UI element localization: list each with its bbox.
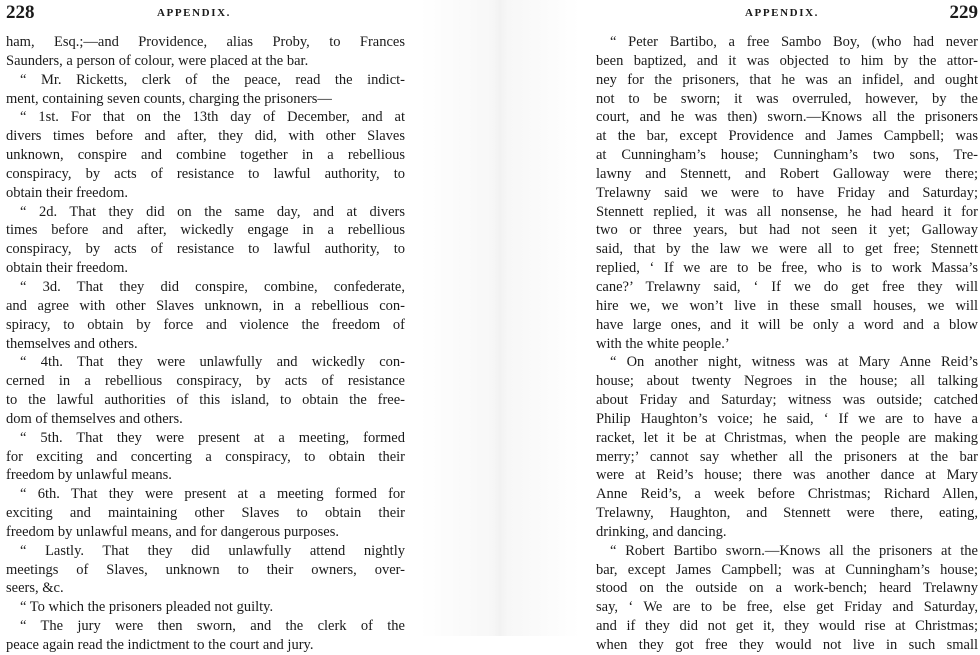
- text-line: were at Reid’s house; there was another dance at Mary: [596, 467, 978, 484]
- right-running-head: APPENDIX.: [745, 7, 819, 19]
- text-line: unknown, conspire and combine together in a rebellious: [6, 147, 405, 164]
- text-line: replied, ‘ If we are to be free, who is to work Massa’s: [596, 260, 978, 277]
- right-page: [580, 0, 980, 653]
- text-line: peace again read the indictment to the court and jury.: [6, 637, 314, 653]
- text-line: “ Lastly. That they did unlawfully attend nightly: [20, 542, 405, 559]
- page-gutter: [420, 0, 580, 636]
- right-page-number: 229: [949, 2, 978, 23]
- text-line: “ To which the prisoners pleaded not guilty.: [20, 599, 274, 616]
- text-line: obtain their freedom.: [6, 260, 128, 277]
- text-line: at the bar, except Providence and James Campbell; was: [596, 128, 978, 145]
- text-line: “ The jury were then sworn, and the clerk of the: [20, 618, 405, 635]
- left-page-header: [0, 2, 420, 24]
- text-line: to the lawful authorities of this island, to obtain the free-: [6, 392, 405, 409]
- text-line: stood on the outside on a work-bench; heard Trelawny: [596, 580, 978, 597]
- text-line: cane?’ Trelawny said, ‘ If we do get free they will: [596, 278, 978, 295]
- left-page-number: 228: [6, 2, 35, 23]
- text-line: spiracy, to obtain by force and violence the freedom of: [6, 316, 405, 333]
- text-line: Anne Reid’s, a week before Christmas; Richard Allen,: [596, 486, 978, 503]
- text-line: “ 4th. That they were unlawfully and wickedly con-: [20, 354, 405, 371]
- text-line: exciting and maintaining other Slaves to obtain their: [6, 505, 405, 522]
- text-line: bar, except James Campbell; was at Cunningham’s house;: [596, 561, 978, 578]
- text-line: ment, containing seven counts, charging the prisoners—: [6, 90, 332, 107]
- left-running-head: APPENDIX.: [157, 7, 231, 19]
- text-line: “ Robert Bartibo sworn.—Knows all the prisoners at the: [610, 542, 978, 559]
- text-line: “ On another night, witness was at Mary Anne Reid’s: [610, 354, 978, 371]
- text-line: Stennett replied, it was all nonsense, he had heard it for: [596, 203, 978, 220]
- text-line: lawny and Stennett, and Robert Galloway were there;: [596, 165, 978, 182]
- text-line: ham, Esq.;—and Providence, alias Proby, to Frances: [6, 34, 405, 50]
- text-line: “ 3d. That they did conspire, combine, confederate,: [20, 278, 405, 295]
- text-line: cerned in a rebellious conspiracy, by acts of resistance: [6, 373, 405, 390]
- text-line: themselves and others.: [6, 335, 138, 352]
- text-line: about Friday and Saturday; witness was outside; catched: [596, 392, 978, 409]
- text-line: Philip Haughton’s voice; he said, ‘ If we are to have a: [596, 410, 978, 427]
- text-line: for exciting and concerting a conspiracy, to obtain their: [6, 448, 405, 465]
- text-line: freedom by unlawful means.: [6, 467, 172, 484]
- text-line: dom of themselves and others.: [6, 410, 183, 427]
- text-line: conspiracy, by acts of resistance to lawful authority, to: [6, 165, 405, 182]
- text-line: “ Peter Bartibo, a free Sambo Boy, (who had never: [610, 34, 978, 50]
- text-line: drinking, and dancing.: [596, 523, 727, 540]
- text-line: hire we, we won’t live in these small houses, we will: [596, 297, 978, 314]
- left-page: [0, 0, 420, 653]
- text-line: Trelawny said we were to have Friday and Saturday;: [596, 184, 978, 201]
- text-line: two or three years, but had not seen it yet; Galloway: [596, 222, 978, 239]
- text-line: “ Mr. Ricketts, clerk of the peace, read the indict-: [20, 71, 405, 88]
- text-line: divers times before and after, they did, with other Slaves: [6, 128, 405, 145]
- text-line: “ 5th. That they were present at a meeting, formed: [20, 429, 405, 446]
- text-line: been baptized, and it was objected to him by the attor-: [596, 52, 978, 69]
- text-line: house; about twenty Negroes in the house; all talking: [596, 373, 978, 390]
- text-line: court, and he was then) sworn.—Knows all the prisoners: [596, 109, 978, 126]
- text-line: racket, let it be at Christmas, when the people are making: [596, 429, 978, 446]
- text-line: Trelawny, Haughton, and Stennett were there, eating,: [596, 505, 978, 522]
- text-line: freedom by unlawful means, and for dangerous purposes.: [6, 523, 340, 540]
- text-line: and if they did not get it, they would rise at Christmas;: [596, 618, 978, 635]
- text-line: have large ones, and it will be only a word and a blow: [596, 316, 978, 333]
- text-line: and agree with other Slaves unknown, in a rebellious con-: [6, 297, 405, 314]
- text-line: with the white people.’: [596, 335, 730, 352]
- text-line: merry;’ cannot say whether all the prisoners at the bar: [596, 448, 978, 465]
- text-line: obtain their freedom.: [6, 184, 128, 201]
- text-line: say, ‘ We are to be free, else get Friday and Saturday,: [596, 599, 978, 616]
- text-line: Saunders, a person of colour, were placed at the bar.: [6, 52, 309, 69]
- text-line: “ 1st. For that on the 13th day of December, and at: [20, 109, 405, 126]
- text-line: ney for the prisoners, that he was an infidel, and ought: [596, 71, 978, 88]
- text-line: at Cunningham’s house; Cunningham’s two sons, Tre-: [596, 147, 978, 164]
- text-line: not to be sworn; it was overruled, however, by the: [596, 90, 978, 107]
- text-line: conspiracy, by acts of resistance to lawful authority, to: [6, 241, 405, 258]
- text-line: meetings of Slaves, unknown to their owners, over-: [6, 561, 405, 578]
- text-line: when they got free they would not live in such small: [596, 637, 978, 653]
- text-line: “ 6th. That they were present at a meeting formed for: [20, 486, 405, 503]
- text-line: seers, &c.: [6, 580, 64, 597]
- text-line: “ 2d. That they did on the same day, and at divers: [20, 203, 405, 220]
- text-line: said, that by the law we were all to get free; Stennett: [596, 241, 978, 258]
- left-page-text: [6, 33, 405, 655]
- right-page-text: [596, 33, 978, 655]
- text-line: times before and after, wickedly engage in a rebellious: [6, 222, 405, 239]
- right-page-header: [580, 2, 980, 24]
